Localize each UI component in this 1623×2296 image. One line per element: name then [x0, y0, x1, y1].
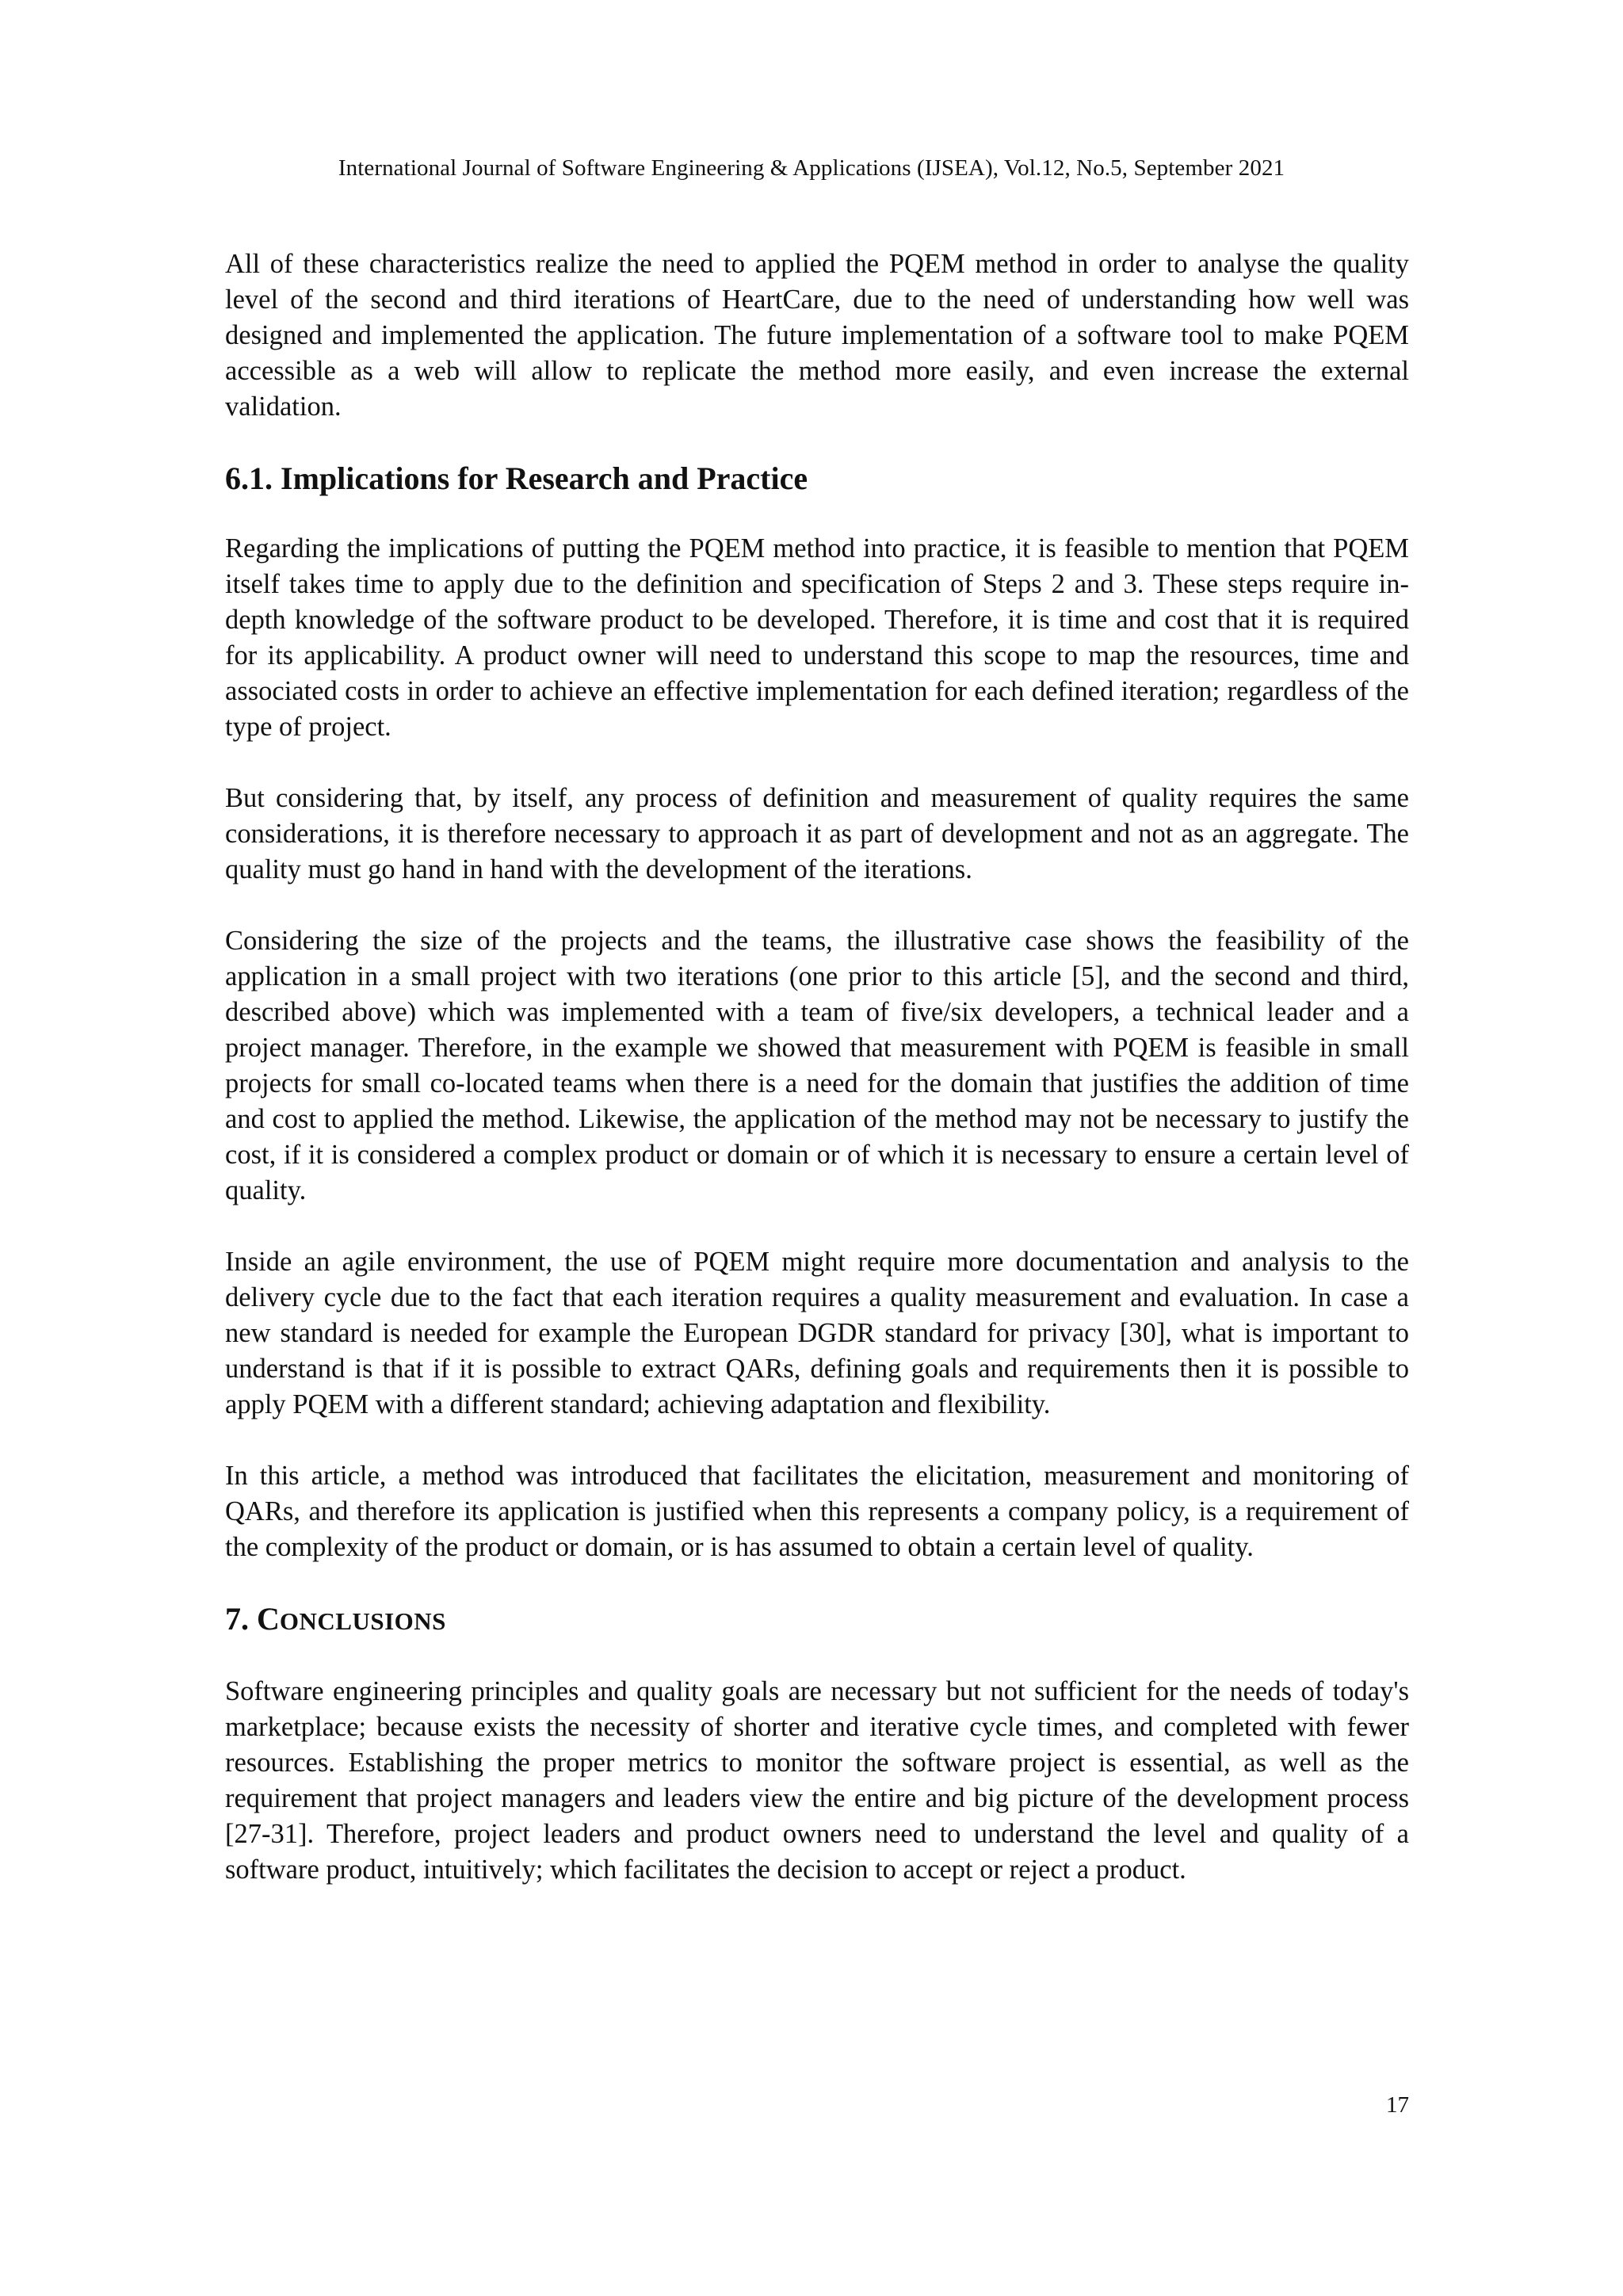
running-header: International Journal of Software Engineering & Applications (IJSEA), Vol.12, No.5, September 2021 [338, 155, 1285, 181]
section-7-initial: C [257, 1601, 280, 1637]
section-7-title-rest: ONCLUSIONS [279, 1607, 446, 1635]
page-number: 17 [1386, 2092, 1409, 2118]
section-6-1-paragraph-3: Considering the size of the projects and the teams, the illustrative case shows the feasibility of the application in a small project with two iterations (one prior to this article [5], and the second and third, described above) which was implemented with a team of five/six developers, a technical leader and a project manager. Therefore, in the example we showed that measurement with PQEM is feasible in small projects for small co-located teams when there is a need for the domain that justifies the addition of time and cost to applied the method. Likewise, the application of the method may not be necessary to justify the cost, if it is considered a complex product or domain or of which it is necessary to ensure a certain level of quality. [225, 926, 1409, 1205]
section-heading-7-conclusions [225, 1599, 1409, 1642]
section-6-1-paragraph-2: But considering that, by itself, any process of definition and measurement of quality requires the same considerations, it is therefore necessary to approach it as part of development and not as an aggregate. The quality must go hand in hand with the development of the iterations. [225, 783, 1409, 884]
section-6-1-paragraph-4: Inside an agile environment, the use of PQEM might require more documentation and analysis to the delivery cycle due to the fact that each iteration requires a quality measurement and evaluation. In case a new standard is needed for example the European DGDR standard for privacy [30], what is important to understand is that if it is possible to extract QARs, defining goals and requirements then it is possible to apply PQEM with a different standard; achieving adaptation and flexibility. [225, 1247, 1409, 1419]
page-content [225, 246, 1409, 1888]
section-6-1-paragraph-1: Regarding the implications of putting the PQEM method into practice, it is feasible to mention that PQEM itself takes time to apply due to the definition and specification of Steps 2 and 3. These steps require in-depth knowledge of the software product to be developed. Therefore, it is time and cost that it is required for its applicability. A product owner will need to understand this scope to map the resources, time and associated costs in order to achieve an effective implementation for each defined iteration; regardless of the type of project. [225, 533, 1409, 742]
section-6-1-paragraph-5: In this article, a method was introduced that facilitates the elicitation, measurement and monitoring of QARs, and therefore its application is justified when this represents a company policy, is a requirement of the complexity of the product or domain, or is has assumed to obtain a certain level of quality. [225, 1461, 1409, 1562]
intro-paragraph: All of these characteristics realize the need to applied the PQEM method in order to analyse the quality level of the second and third iterations of HeartCare, due to the need of understanding how well was designed and implemented the application. The future implementation of a software tool to make PQEM accessible as a web will allow to replicate the method more easily, and even increase the external validation. [225, 249, 1409, 422]
section-heading-6-1: 6.1. Implications for Research and Practice [225, 460, 808, 496]
section-7-number: 7. [225, 1601, 249, 1637]
section-7-paragraph-1: Software engineering principles and quality goals are necessary but not sufficient for the needs of today's marketplace; because exists the necessity of shorter and iterative cycle times, and completed with fewer resources. Establishing the proper metrics to monitor the software project is essential, as well as the requirement that project managers and leaders view the entire and big picture of the development process [27-31]. Therefore, project leaders and product owners need to understand the level and quality of a software product, intuitively; which facilitates the decision to accept or reject a product. [225, 1676, 1409, 1885]
